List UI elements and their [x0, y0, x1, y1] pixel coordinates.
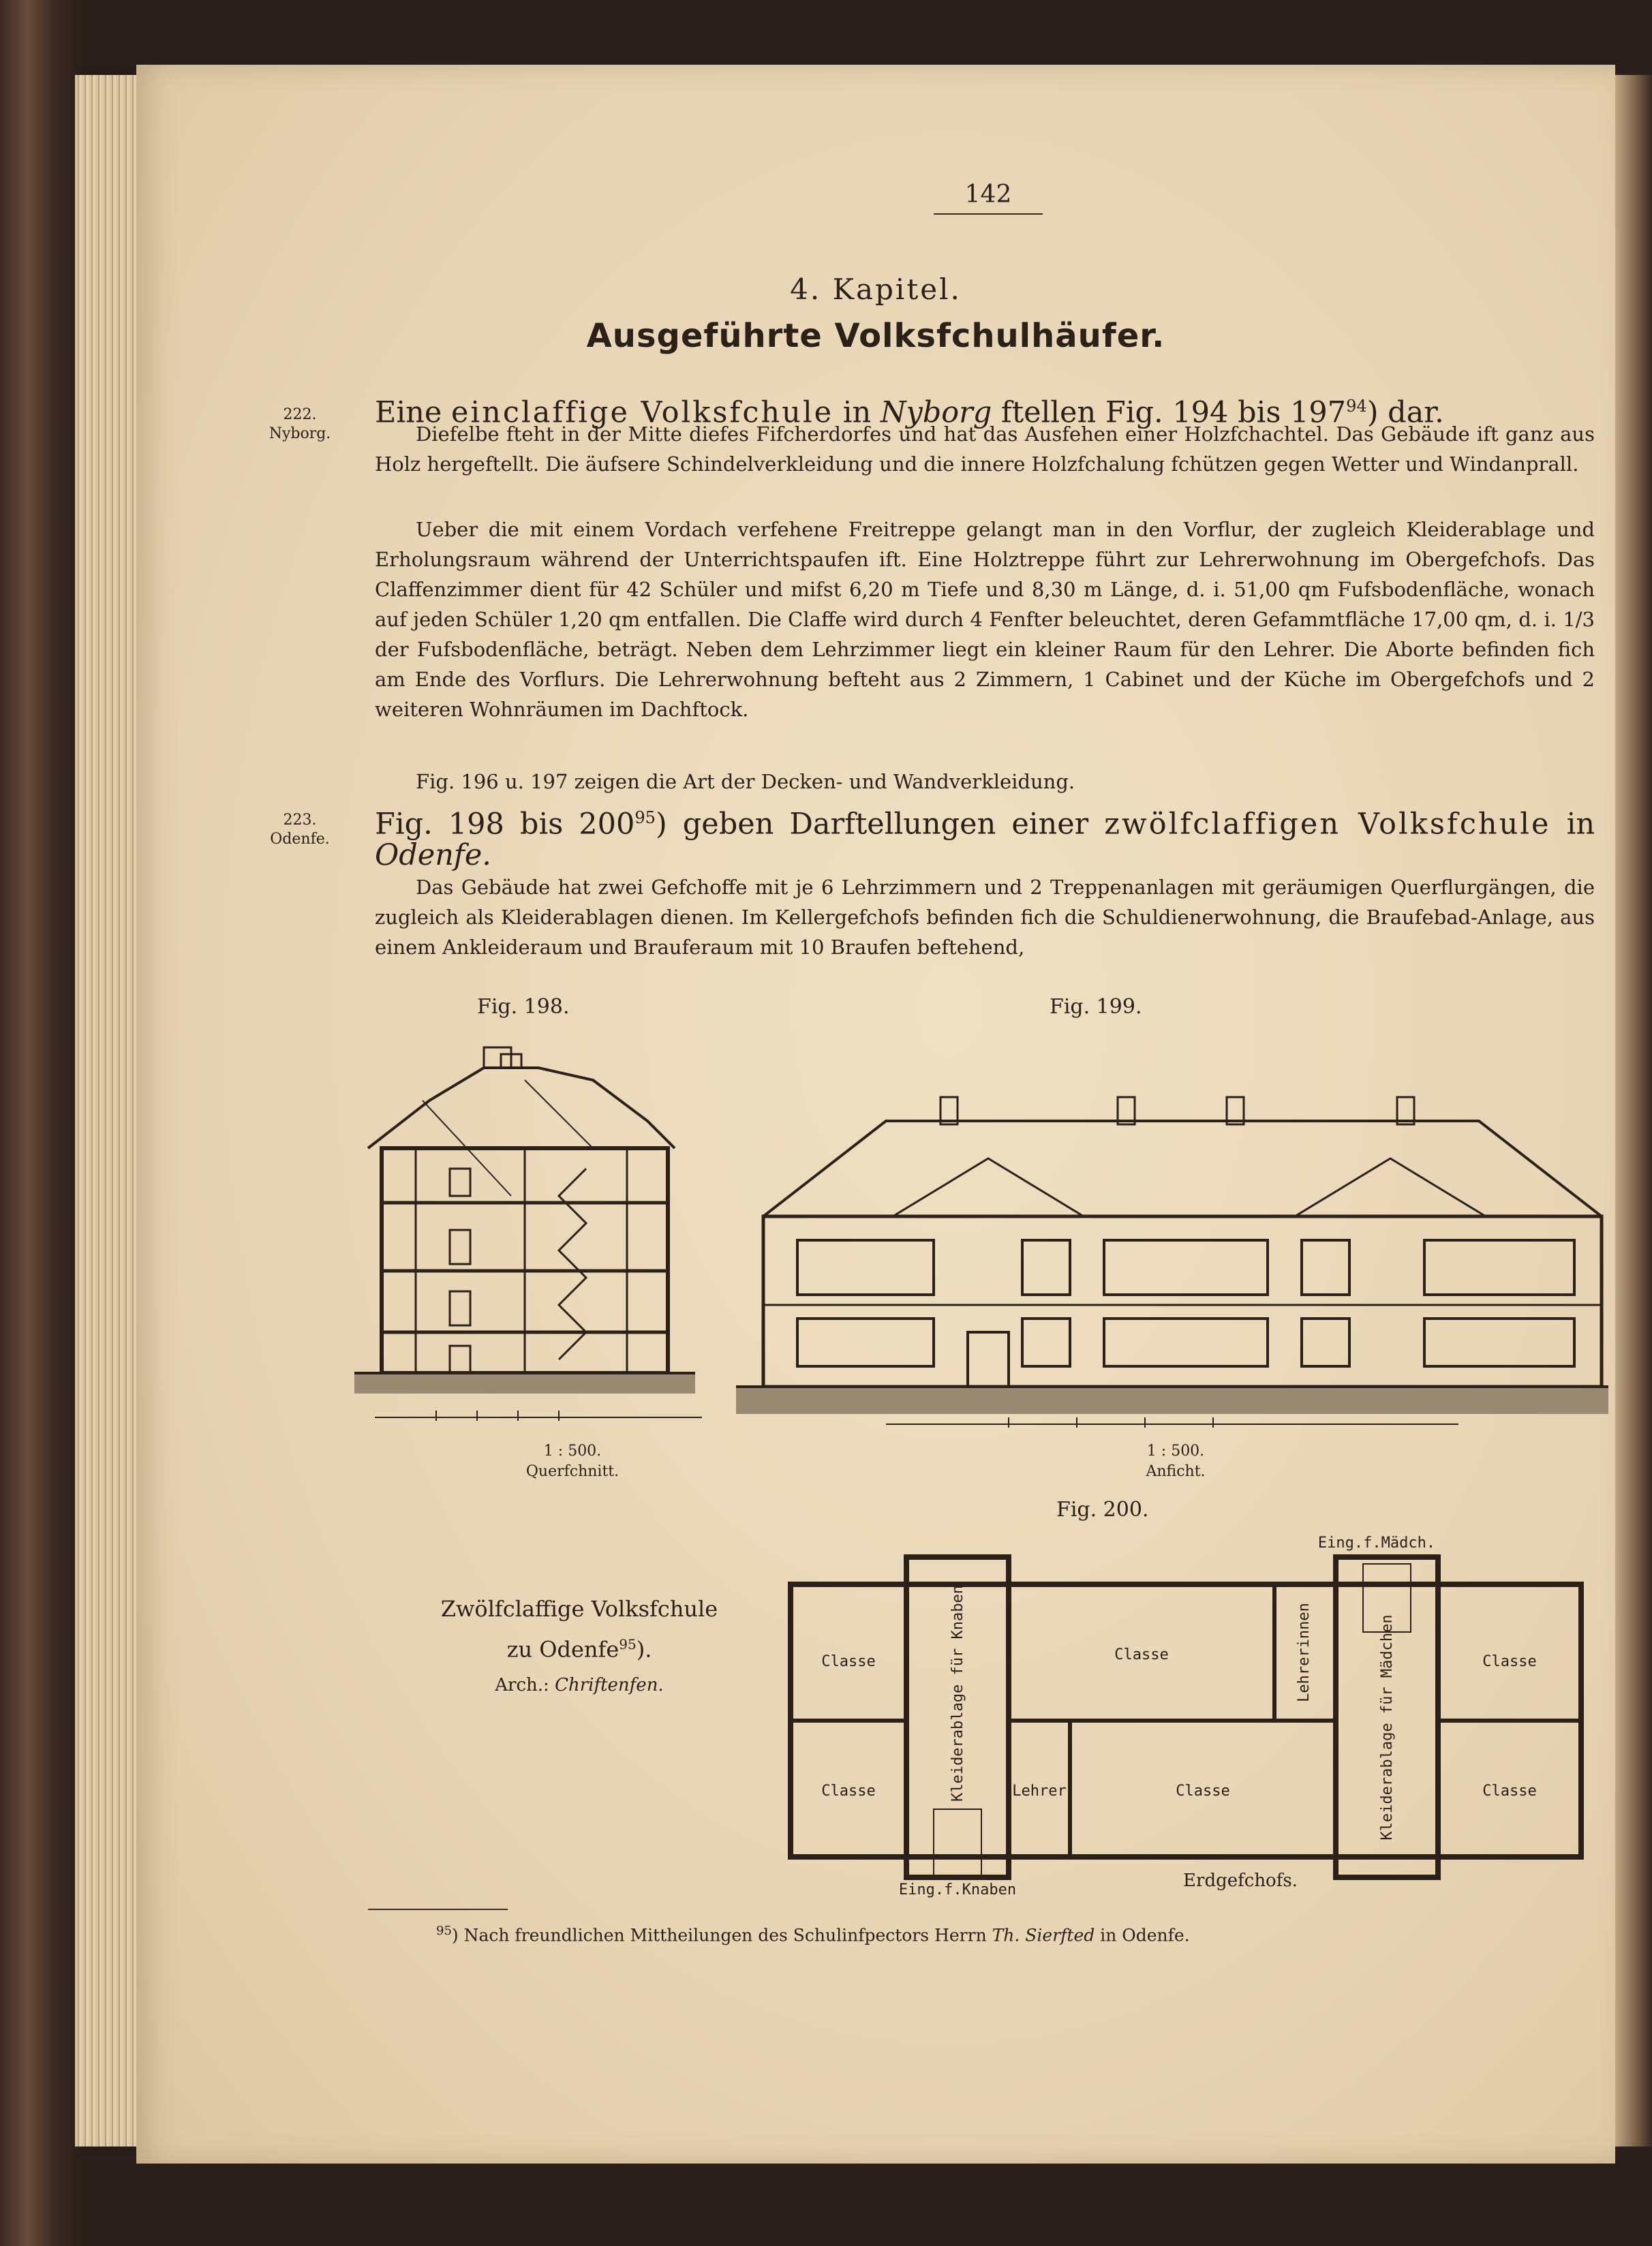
lead-text: in: [842, 395, 872, 430]
roof-truss: [525, 1080, 593, 1148]
window-group: [1302, 1319, 1349, 1366]
fig198-cross-section: [354, 1019, 736, 1428]
window-group: [797, 1319, 934, 1366]
lead-spaced-text: zwölfclaffigen Volksfchule: [1104, 807, 1551, 842]
fig198-caption: [498, 1441, 647, 1482]
fig198-scale: 1 : 500.: [543, 1443, 602, 1460]
room-classe: Classe: [1114, 1646, 1169, 1663]
window-group: [797, 1240, 934, 1295]
footnote-ref: 94: [1346, 397, 1367, 416]
gable: [893, 1158, 1084, 1216]
window: [450, 1291, 470, 1325]
book-page: [136, 65, 1615, 2164]
footnote-number: 95: [436, 1924, 452, 1938]
lead-text: ftellen Fig. 194 bis 197: [1000, 395, 1347, 430]
arch-label: Arch.:: [495, 1674, 549, 1695]
room-lehrerinnen: Lehrerinnen: [1296, 1603, 1313, 1702]
fig200-floor-plan: [763, 1523, 1595, 1905]
window-group: [1424, 1240, 1574, 1295]
roof-outline: [368, 1068, 675, 1148]
margin-number: 223.: [283, 812, 317, 829]
footnote-end: in Odenfe.: [1100, 1925, 1190, 1945]
fig198-label: Fig. 198.: [477, 995, 570, 1019]
margin-note-222: [245, 405, 354, 444]
paragraph: Fig. 196 u. 197 zeigen die Art der Decken- und Wandverkleidung.: [416, 770, 1075, 793]
ground: [354, 1373, 695, 1394]
figure-caption: [436, 1591, 722, 1703]
window-group: [1022, 1319, 1070, 1366]
room-classe: Classe: [821, 1653, 876, 1670]
roof-outline: [763, 1121, 1602, 1216]
caption-place: zu Odenfe: [506, 1636, 620, 1663]
entrance-boys: Eing.f.Knaben: [898, 1881, 1017, 1898]
page-number-rule: [934, 213, 1043, 215]
room-kleider-maedchen: Kleiderablage für Mädchen: [1379, 1614, 1396, 1841]
caption-line-1: Zwölfclaffige Volksfchule: [440, 1596, 718, 1622]
window-group: [1104, 1319, 1268, 1366]
caption-end: ).: [636, 1636, 652, 1663]
lead-place: Nyborg: [880, 395, 992, 430]
paragraph: Das Gebäude hat zwei Gefchoffe mit je 6 Lehrzimmern und 2 Treppenanlagen mit geräumigen Querflurgängen, die zugleich als Kleiderablagen dienen. Im Kellergefchofs befinden fich die Schuldienerwohnung, die Braufebad-Anlage, aus einem Ankleideraum und Brauferaum mit 10 Braufen beftehend,: [375, 876, 1595, 959]
footnote: [436, 1924, 1190, 1945]
window-group: [1022, 1240, 1070, 1295]
margin-note-223: [245, 811, 354, 849]
fig198-name: Querfchnitt.: [525, 1463, 620, 1480]
lead-text: Fig. 198 bis 200: [375, 807, 635, 842]
boys-stairs: [934, 1809, 981, 1877]
caption-architect: [436, 1667, 722, 1703]
lead-text: in: [1566, 807, 1595, 842]
window-group: [1104, 1240, 1268, 1295]
gable: [1295, 1158, 1486, 1216]
lead-text: ) dar.: [1366, 395, 1444, 430]
room-classe: Classe: [821, 1783, 876, 1800]
window: [450, 1230, 470, 1264]
paragraph: Diefelbe fteht in der Mitte diefes Fifcherdorfes und hat das Ausfehen einer Holzfchachtel. Das Gebäude ift ganz aus Holz hergeftellt. Die äufsere Schindelverkleidung und die innere Holzfchalung fchützen gegen Wetter und Windanprall.: [375, 422, 1595, 476]
lead-spaced-text: einclaffige Volksfchule: [450, 395, 834, 430]
lead-text: Eine: [375, 395, 442, 430]
fig200-name: Erdgefchofs.: [1183, 1871, 1298, 1891]
fig199-elevation: [736, 1032, 1608, 1428]
lead-text: ) geben Darftellungen einer: [655, 807, 1089, 842]
ground: [736, 1387, 1608, 1414]
footnote-person: Th. Sierfted: [992, 1925, 1095, 1945]
entrance-girls: Eing.f.Mädch.: [1317, 1535, 1436, 1552]
margin-place: Nyborg.: [269, 425, 331, 442]
window: [450, 1169, 470, 1196]
window: [450, 1346, 470, 1373]
opposite-page-edge: [1611, 75, 1652, 2147]
window-group: [1424, 1319, 1574, 1366]
fig199-caption: [1090, 1441, 1261, 1482]
room-kleider-knaben: Kleiderablage für Knaben: [949, 1585, 966, 1802]
lead-place: Odenfe.: [375, 838, 491, 873]
facade: [763, 1216, 1602, 1387]
chapter-title: Ausgeführte Volksfchulhäufer.: [586, 317, 1165, 355]
margin-place: Odenfe.: [270, 831, 330, 848]
lead-line-223: [375, 802, 1595, 871]
footnote-ref: 95: [619, 1636, 637, 1652]
footnote-text: ) Nach freundlichen Mittheilungen des Schulinfpectors Herrn: [451, 1925, 987, 1945]
arch-name: Chriftenfen.: [555, 1674, 664, 1695]
fig200-label: Fig. 200.: [1056, 1498, 1149, 1522]
room-classe: Classe: [1482, 1653, 1537, 1670]
footnote-ref: 95: [634, 808, 656, 827]
entrance-door: [968, 1332, 1009, 1387]
chapter-number: 4. Kapitel.: [790, 273, 962, 306]
fig199-label: Fig. 199.: [1050, 995, 1142, 1019]
margin-number: 222.: [283, 406, 317, 423]
chimney: [484, 1047, 511, 1068]
page-number: 142: [964, 181, 1012, 209]
window-group: [1302, 1240, 1349, 1295]
room-classe: Classe: [1482, 1783, 1537, 1800]
caption-line-2: [436, 1627, 722, 1667]
room-classe: Classe: [1176, 1783, 1230, 1800]
room-lehrer: Lehrer: [1012, 1783, 1067, 1800]
fig199-scale: 1 : 500.: [1146, 1443, 1205, 1460]
fig199-name: Anficht.: [1146, 1463, 1206, 1480]
footnote-rule: [368, 1909, 508, 1910]
paragraph: Ueber die mit einem Vordach verfehene Freitreppe gelangt man in den Vorflur, der zugleich Kleiderablage und Erholungsraum während der Unterrichtspaufen ift. Eine Holztreppe führt zur Lehrerwohnung im Obergefchofs. Das Claffenzimmer dient für 42 Schüler und mifst 6,20 m Tiefe und 8,30 m Länge, d. i. 51,00 qm Fufsbodenfläche, wonach auf jeden Schüler 1,20 qm entfallen. Die Claffe wird durch 4 Fenfter beleuchtet, deren Gefammtfläche 17,00 qm, d. i. 1/3 der Fufsbodenfläche, beträgt. Neben dem Lehrzimmer liegt ein kleiner Raum für den Lehrer. Die Aborte befinden fich am Ende des Vorflurs. Die Lehrerwohnung befteht aus 2 Zimmern, 1 Cabinet und der Küche im Obergefchofs und 2 weiteren Wohnräumen im Dachftock.: [375, 518, 1595, 721]
